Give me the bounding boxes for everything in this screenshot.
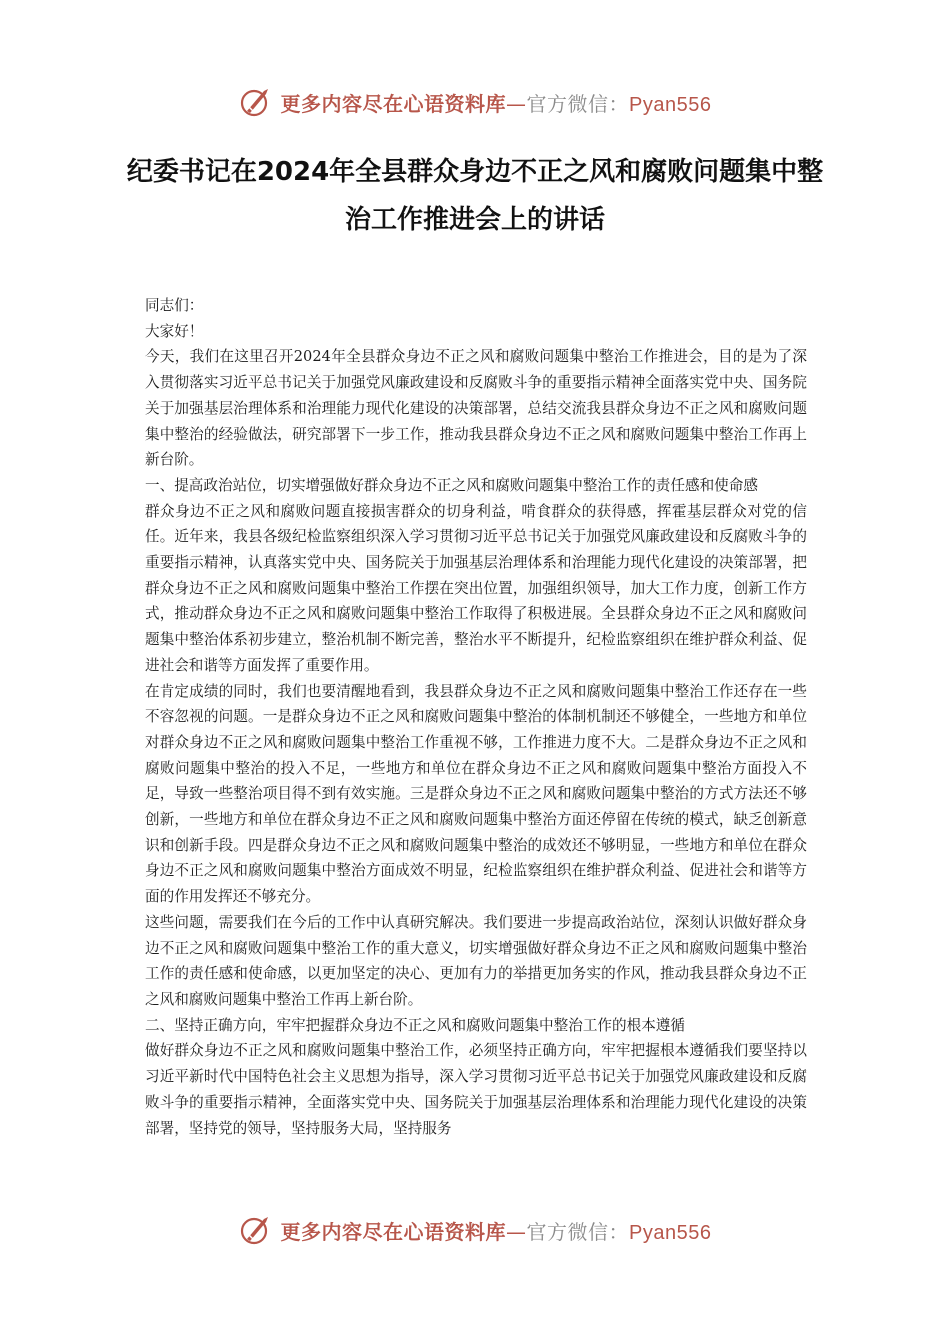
pen-quill-logo-icon bbox=[239, 85, 273, 119]
watermark-main: 更多内容尽在心语资料库 bbox=[280, 1219, 507, 1244]
salutation: 同志们： bbox=[145, 297, 204, 314]
body-paragraph: 这些问题，需要我们在今后的工作中认真研究解决。我们要进一步提高政治站位，深刻认识做好群众身边不正之风和腐败问题集中整治工作的重大意义，切实增强做好群众身边不正之风和腐败问题集中整治工作的责任感和使命感，以更加坚定的决心、更加有力的举措更加务实的作风，推动我县群众身边不正之风和腐败问题集中整治工作再上新台阶。 bbox=[145, 913, 807, 1008]
watermark-sub: 官方微信： bbox=[526, 91, 630, 116]
watermark-text bbox=[281, 88, 712, 117]
document-body bbox=[145, 293, 807, 1141]
watermark-text bbox=[281, 1216, 712, 1245]
body-paragraph: 在肯定成绩的同时，我们也要清醒地看到，我县群众身边不正之风和腐败问题集中整治工作还存在一些不容忽视的问题。一是群众身边不正之风和腐败问题集中整治的体制机制还不够健全，一些地方和单位对群众身边不正之风和腐败问题集中整治工作重视不够，工作推进力度不大。二是群众身边不正之风和腐败问题集中整治的投入不足，一些地方和单位在群众身边不正之风和腐败问题集中整治方面投入不足，导致一些整治项目得不到有效实施。三是群众身边不正之风和腐败问题集中整治的方式方法还不够创新，一些地方和单位在群众身边不正之风和腐败问题集中整治方面还停留在传统的模式，缺乏创新意识和创新手段。四是群众身边不正之风和腐败问题集中整治的成效还不够明显，一些地方和单位在群众身边不正之风和腐败问题集中整治方面成效不明显，纪检监察组织在维护群众利益、促进社会和谐等方面的作用发挥还不够充分。 bbox=[145, 682, 807, 906]
watermark-separator: — bbox=[506, 91, 527, 116]
watermark-id: Pyan556 bbox=[629, 93, 712, 116]
watermark-main: 更多内容尽在心语资料库 bbox=[280, 91, 507, 116]
watermark-separator: — bbox=[506, 1219, 527, 1244]
pen-quill-logo-icon bbox=[239, 1213, 273, 1247]
watermark-footer bbox=[0, 1210, 950, 1250]
body-paragraph: 群众身边不正之风和腐败问题直接损害群众的切身利益，啃食群众的获得感，挥霍基层群众对党的信任。近年来，我县各级纪检监察组织深入学习贯彻习近平总书记关于加强党风廉政建设和反腐败斗争的重要指示精神，认真落实党中央、国务院关于加强基层治理体系和治理能力现代化建设的决策部署，把群众身边不正之风和腐败问题集中整治工作摆在突出位置，加强组织领导，加大工作力度，创新工作方式，推动群众身边不正之风和腐败问题集中整治工作取得了积极进展。全县群众身边不正之风和腐败问题集中整治体系初步建立，整治机制不断完善，整治水平不断提升，纪检监察组织在维护群众利益、促进社会和谐等方面发挥了重要作用。 bbox=[145, 502, 807, 674]
document-title: 纪委书记在2024年全县群众身边不正之风和腐败问题集中整治工作推进会上的讲话 bbox=[126, 157, 824, 235]
body-paragraph: 做好群众身边不正之风和腐败问题集中整治工作，必须坚持正确方向，牢牢把握根本遵循我们要坚持以习近平新时代中国特色社会主义思想为指导，深入学习贯彻习近平总书记关于加强党风廉政建设和反腐败斗争的重要指示精神，全面落实党中央、国务院关于加强基层治理体系和治理能力现代化建设的决策部署，坚持党的领导，坚持服务大局，坚持服务 bbox=[145, 1042, 807, 1137]
watermark-id: Pyan556 bbox=[629, 1221, 712, 1244]
intro-paragraph: 今天，我们在这里召开2024年全县群众身边不正之风和腐败问题集中整治工作推进会，目的是为了深入贯彻落实习近平总书记关于加强党风廉政建设和反腐败斗争的重要指示精神全面落实党中央、国务院关于加强基层治理体系和治理能力现代化建设的决策部署，总结交流我县群众身边不正之风和腐败问题集中整治的经验做法，研究部署下一步工作，推动我县群众身边不正之风和腐败问题集中整治工作再上新台阶。 bbox=[145, 348, 807, 469]
watermark-sub: 官方微信： bbox=[526, 1219, 630, 1244]
section-heading-1: 一、提高政治站位，切实增强做好群众身边不正之风和腐败问题集中整治工作的责任感和使命感 bbox=[145, 476, 758, 494]
watermark-header bbox=[0, 82, 950, 122]
section-heading-2: 二、坚持正确方向，牢牢把握群众身边不正之风和腐败问题集中整治工作的根本遵循 bbox=[145, 1016, 685, 1034]
greeting: 大家好！ bbox=[145, 322, 204, 340]
